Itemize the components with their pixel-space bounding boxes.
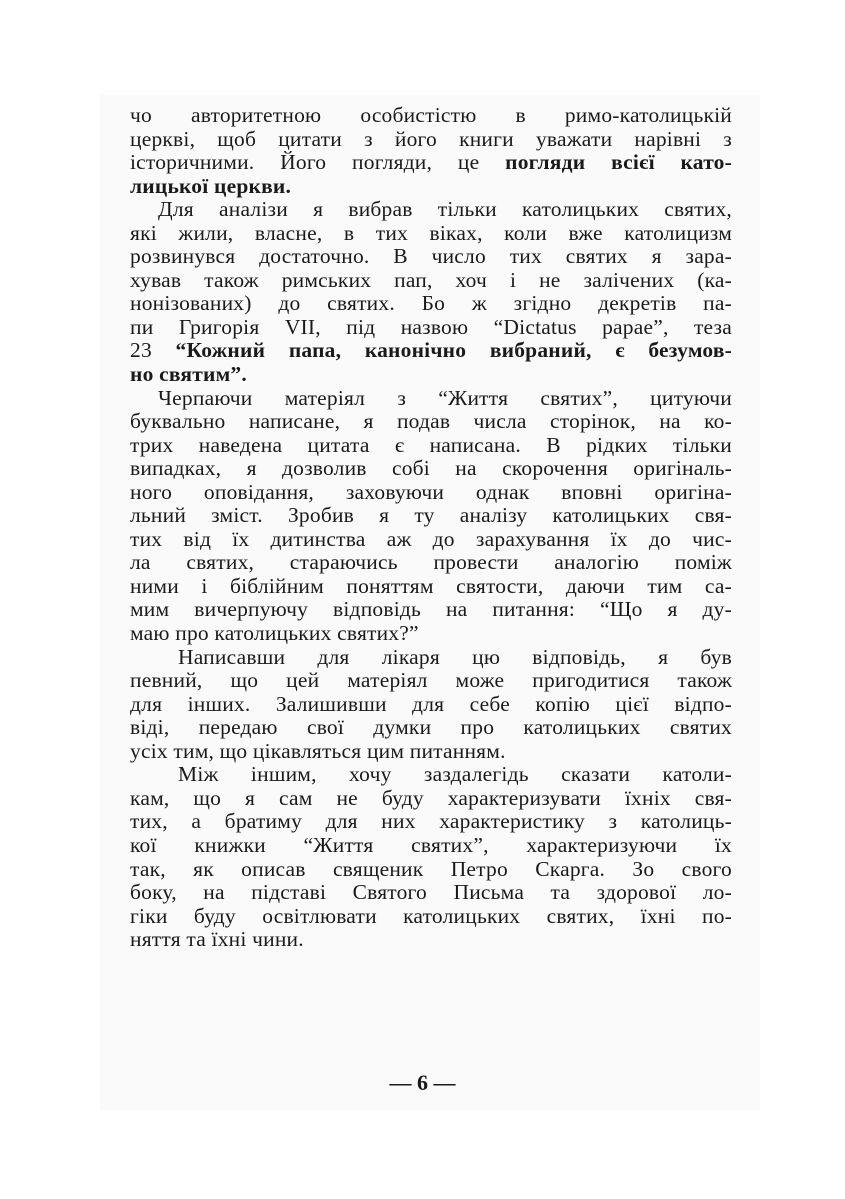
text-run: тих від їх дитинства аж до зарахування їх до чис- — [130, 526, 732, 551]
text-run: Написавши для лікаря цю відповідь, я був — [178, 644, 732, 669]
text-run: чо авторитетною особистістю в римо-католицькій — [130, 103, 732, 127]
text-line — [130, 810, 732, 834]
text-run: гіки буду освітлювати католицьких святих, їхні по- — [130, 903, 732, 928]
text-line — [130, 104, 732, 128]
text-line — [130, 151, 732, 175]
text-run: хував також римських пап, хоч і не залічених (ка- — [130, 267, 732, 292]
text-line — [130, 292, 732, 316]
text-line — [130, 787, 732, 811]
text-line — [130, 198, 732, 222]
text-run: ла святих, стараючись провести аналогію поміж — [130, 550, 732, 575]
text-run: трих наведена цитата є написана. В рідких тільки — [130, 432, 732, 457]
text-line — [130, 222, 732, 246]
text-line — [130, 646, 732, 670]
text-run: ними і біблійним поняттям святости, даючи тим са- — [130, 573, 732, 598]
text-line — [130, 928, 732, 952]
text-line — [130, 858, 732, 882]
text-run: так, як описав священик Петро Скарга. Зо свого — [130, 856, 732, 881]
text-line — [130, 575, 732, 599]
text-line — [130, 434, 732, 458]
text-run: розвинувся достаточно. В число тих святих я зара- — [130, 244, 732, 269]
text-line — [130, 457, 732, 481]
text-run: певний, що цей матеріял може пригодитися також — [130, 668, 732, 693]
text-line — [130, 716, 732, 740]
text-line — [130, 316, 732, 340]
text-run: Для аналізи я вибрав тільки католицьких святих, — [158, 197, 732, 222]
text-line — [130, 363, 732, 387]
text-run: льний зміст. Зробив я ту аналізу католицьких свя- — [130, 503, 732, 528]
text-run: буквально написане, я подав числа сторінок, на ко- — [130, 409, 732, 434]
text-line — [130, 245, 732, 269]
page-text-body — [130, 104, 732, 952]
text-run: мим вичерпуючу відповідь на питання: “Що я ду- — [130, 597, 732, 622]
text-line — [130, 504, 732, 528]
text-run: боку, на підставі Святого Письма та здорової ло- — [130, 880, 732, 905]
text-line — [130, 175, 732, 199]
bold-text-run: погляди всієї като- — [505, 150, 732, 175]
paragraph — [130, 198, 732, 386]
text-line — [130, 740, 732, 764]
text-run: кої книжки “Життя святих”, характеризуючи їх — [130, 832, 732, 857]
text-line — [130, 481, 732, 505]
text-line — [130, 269, 732, 293]
text-run: церкві, щоб цитати з його книги уважати нарівні з — [130, 126, 732, 151]
bold-text-run: “Кожний папа, канонічно вибраний, є безумов- — [175, 338, 732, 363]
text-run: 23 — [130, 338, 176, 363]
text-run: ного оповідання, заховуючи однак вповні оригіна- — [130, 479, 732, 504]
text-line — [130, 551, 732, 575]
text-line — [130, 387, 732, 411]
paragraph — [130, 646, 732, 764]
text-line — [130, 528, 732, 552]
text-line — [130, 834, 732, 858]
text-run: для інших. Залишивши для себе копію цієї відпо- — [130, 691, 732, 716]
text-run: які жили, власне, в тих віках, коли вже католицизм — [130, 220, 732, 245]
paragraph — [130, 387, 732, 646]
text-run: няття та їхні чини. — [130, 927, 304, 952]
text-run: тих, а братиму для них характеристику з католиць- — [130, 809, 732, 834]
text-line — [130, 905, 732, 929]
paragraph — [130, 104, 732, 198]
text-line — [130, 622, 732, 646]
bold-text-run: но святим”. — [130, 362, 247, 387]
bold-text-run: лицької церкви. — [130, 173, 292, 198]
text-run: маю про католицьких святих?” — [130, 621, 419, 646]
paragraph — [130, 763, 732, 951]
text-run: Черпаючи матеріял з “Життя святих”, цитуючи — [158, 385, 732, 410]
text-run: усіх тим, що цікавляться цим питанням. — [130, 738, 506, 763]
text-run: віді, передаю свої думки про католицьких святих — [130, 715, 732, 740]
text-run: пи Григорія VII, під назвою “Dictatus papae”, теза — [130, 314, 732, 339]
text-line — [130, 693, 732, 717]
text-line — [130, 598, 732, 622]
text-run: історичними. Його погляди, це — [130, 150, 506, 175]
text-line — [130, 669, 732, 693]
text-line — [130, 128, 732, 152]
text-line — [130, 881, 732, 905]
text-run: випадках, я дозволив собі на скорочення оригіналь- — [130, 456, 732, 481]
text-run: кам, що я сам не буду характеризувати їхніх свя- — [130, 785, 732, 810]
text-run: нонізованих) до святих. Бо ж згідно декретів па- — [130, 291, 732, 316]
text-line — [130, 763, 732, 787]
text-line — [130, 339, 732, 363]
text-line — [130, 410, 732, 434]
page-number: — 6 — — [389, 1070, 456, 1095]
text-run: Між іншим, хочу заздалегідь сказати католи- — [178, 762, 732, 787]
